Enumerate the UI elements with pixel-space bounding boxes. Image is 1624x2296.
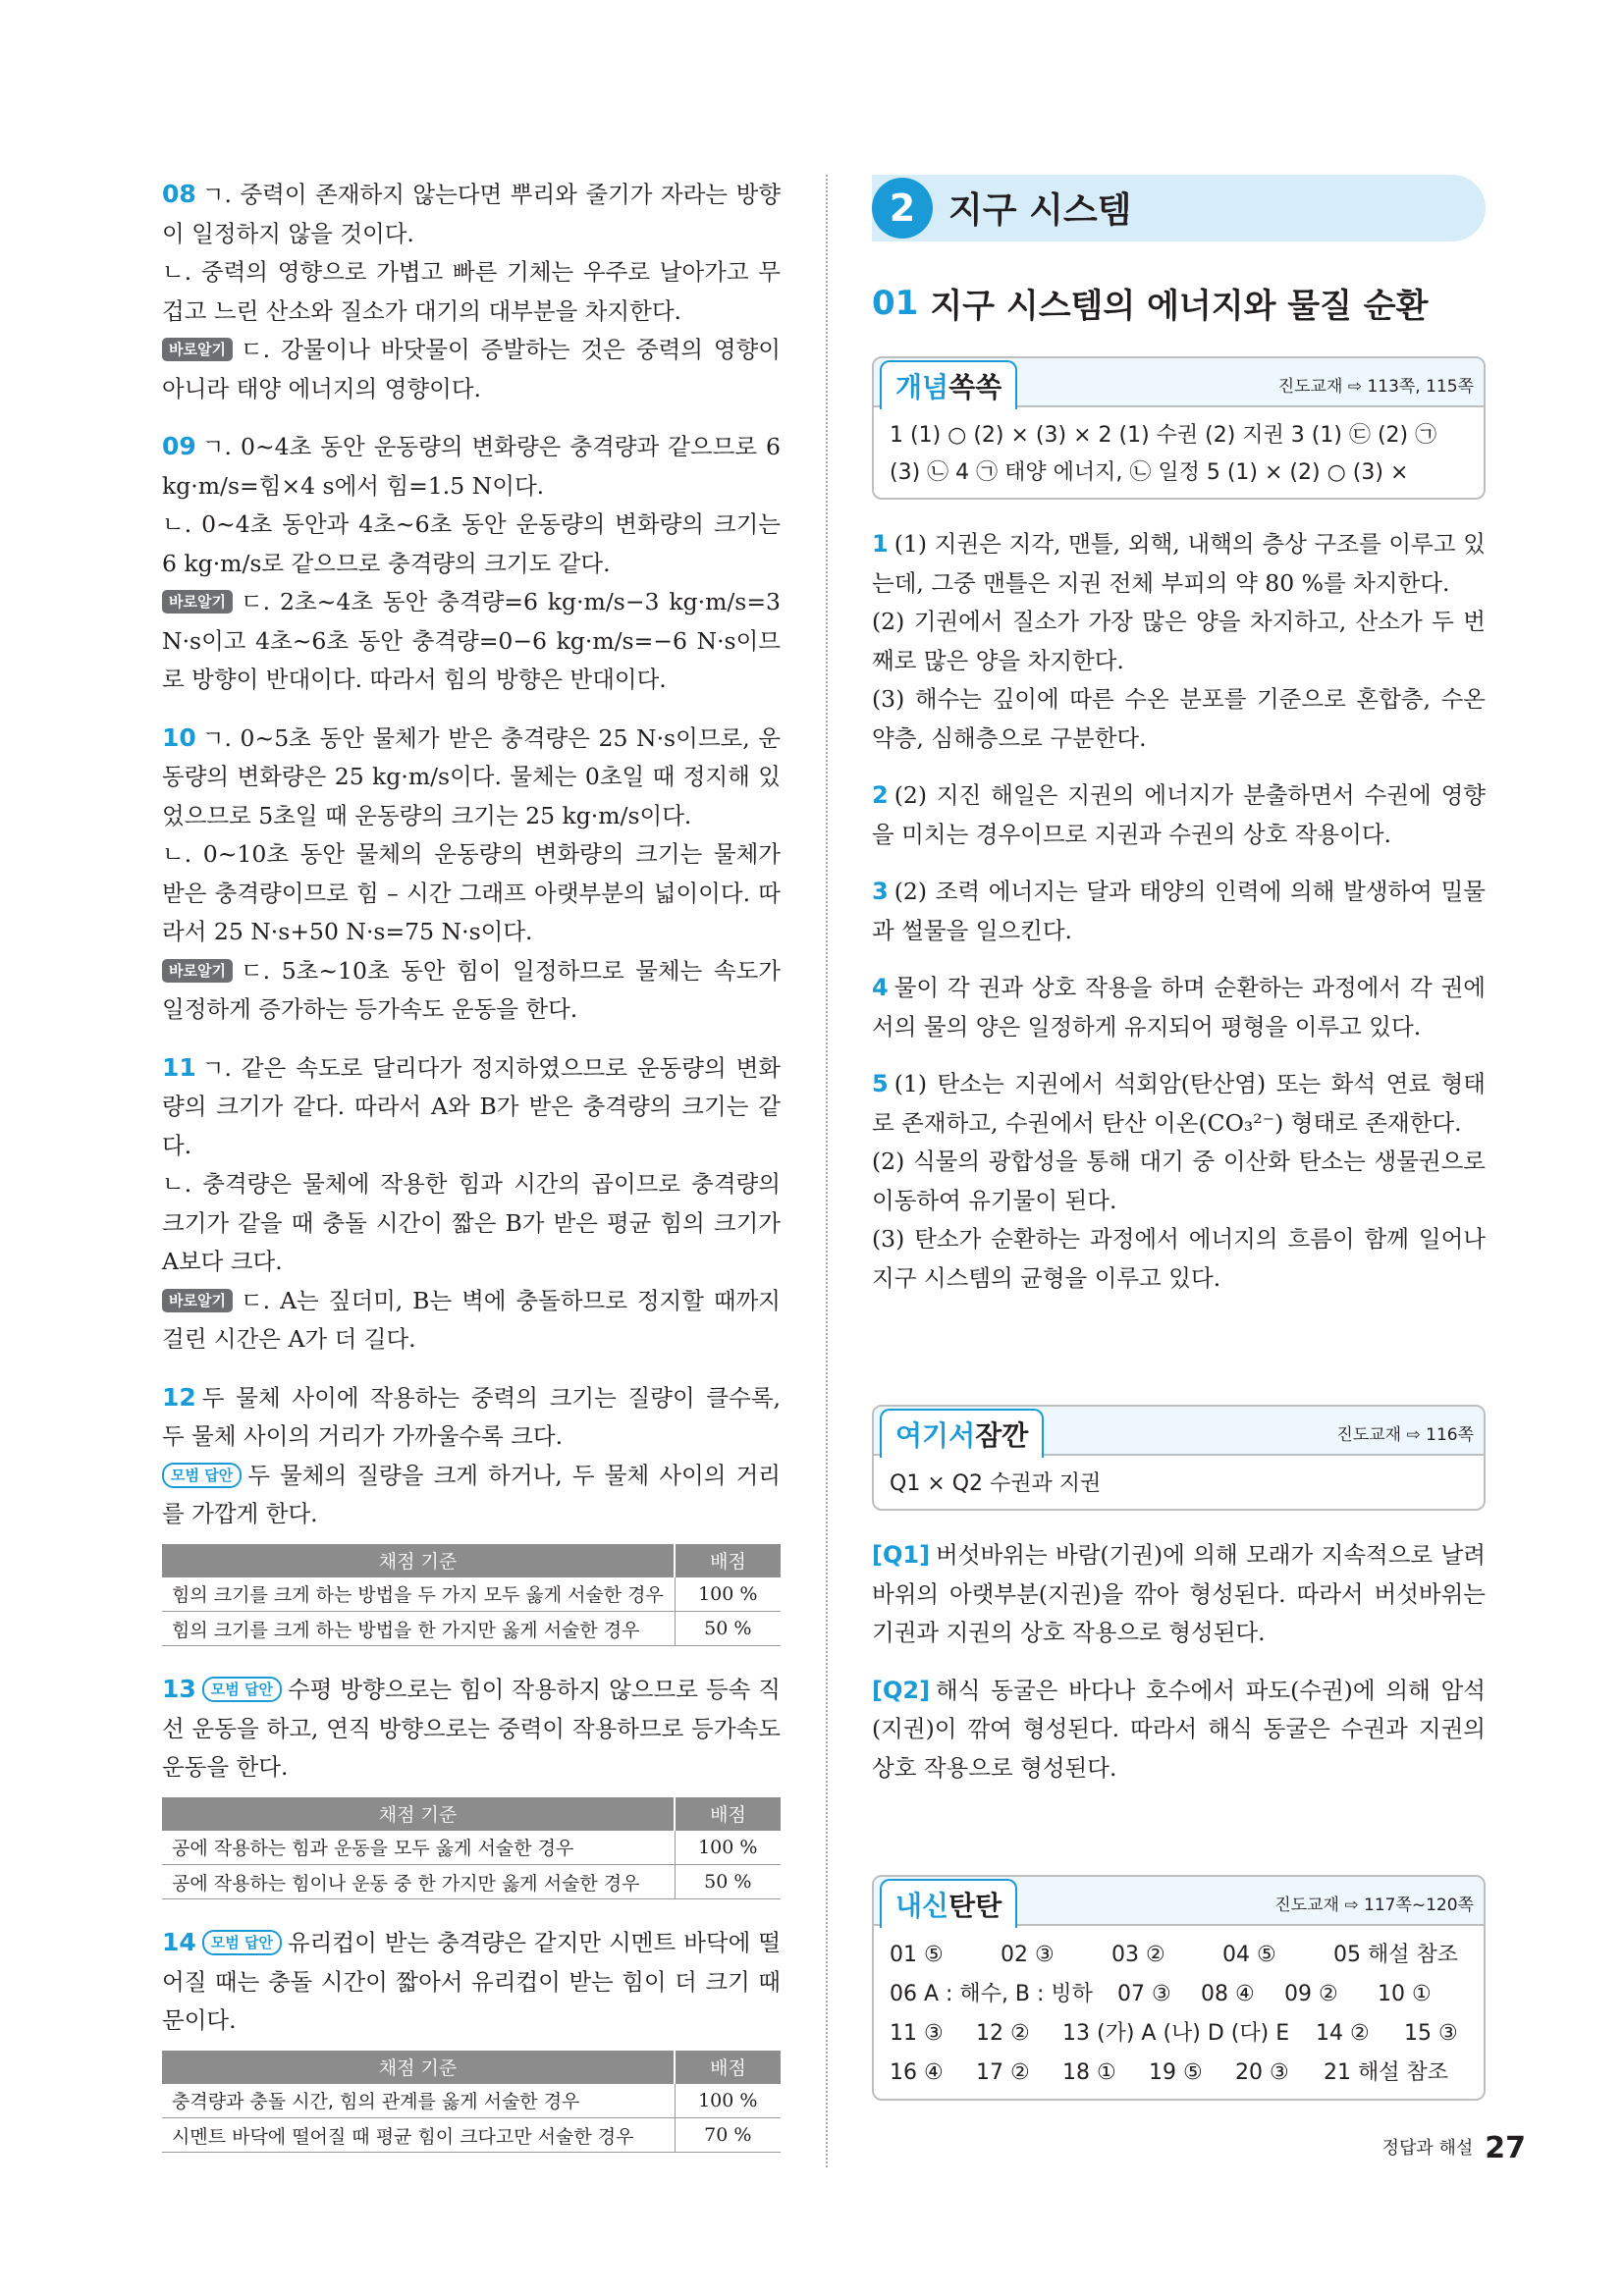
- explanation-number: 5: [872, 1070, 889, 1097]
- explanation-number: [Q2]: [872, 1676, 931, 1704]
- explanation-number: [Q1]: [872, 1541, 931, 1569]
- textbook-ref: 진도교재 ⇨ 113쪽, 115쪽: [1277, 377, 1474, 397]
- line: (3) 해수는 깊이에 따른 수온 분포를 기준으로 혼합층, 수온 약층, 심해층으로 구분한다.: [872, 685, 1486, 752]
- box-label-2: 탄탄: [948, 1890, 1002, 1922]
- question-number: 12: [162, 1382, 196, 1412]
- line: (2) 조력 에너지는 달과 태양의 인력에 의해 발생하여 밀물과 썰물을 일으킨다.: [872, 878, 1486, 944]
- explanation-q1: [872, 1536, 1486, 1653]
- answer-grid-row: [890, 1975, 1468, 2014]
- explanation-q2: [872, 1672, 1486, 1789]
- answer-14: [162, 1923, 781, 2153]
- answer-item: 02 ③: [1001, 1943, 1055, 1967]
- line: ㄴ. 중력의 영향으로 가볍고 빠른 기체는 우주로 날아가고 무겁고 느린 산소와 질소가 대기의 대부분을 차지한다.: [162, 258, 781, 325]
- table-header: 배점: [675, 2051, 781, 2084]
- answer-item: 17 ②: [976, 2060, 1030, 2085]
- answer-item: 19 ⑤: [1149, 2060, 1203, 2085]
- line: ㄱ. 중력이 존재하지 않는다면 뿌리와 줄기가 자라는 방향이 일정하지 않을 것이다.: [162, 181, 781, 247]
- answer-item: 04 ⑤: [1222, 1943, 1276, 1967]
- subsection-header: [872, 279, 1486, 327]
- answer-item: 12 ②: [976, 2021, 1030, 2046]
- answer-item: 15 ③: [1404, 2021, 1458, 2046]
- correction-tag: 바로알기: [162, 338, 233, 361]
- answer-11: [162, 1048, 781, 1360]
- answer-line: (3) ㉡ 4 ㉠ 태양 에너지, ㉡ 일정 5 (1) × (2) ○ (3) ×: [890, 460, 1409, 485]
- model-answer: 수평 방향으로는 힘이 작용하지 않으므로 등속 직선 운동을 하고, 연직 방향으로는 중력이 작용하므로 등가속도 운동을 한다.: [162, 1676, 781, 1781]
- table-row: [162, 1831, 781, 1865]
- grading-table: [162, 1797, 781, 1900]
- answer-line: 1 (1) ○ (2) × (3) × 2 (1) 수권 (2) 지권 3 (1) ㉢ (2) ㉠: [890, 423, 1437, 448]
- answer-grid-row: [890, 2014, 1468, 2054]
- left-column: [162, 175, 781, 2176]
- explanation-number: 3: [872, 878, 889, 905]
- criteria-cell: 충격량과 충돌 시간, 힘의 관계를 옳게 서술한 경우: [162, 2084, 675, 2118]
- box-label: [880, 360, 1017, 409]
- explanation-number: 2: [872, 781, 889, 809]
- question-number: 11: [162, 1052, 196, 1082]
- line: (2) 식물의 광합성을 통해 대기 중 이산화 탄소는 생물권으로 이동하여 유기물이 된다.: [872, 1148, 1486, 1214]
- box-label: [880, 1879, 1017, 1928]
- concept-check-box: [872, 356, 1486, 500]
- section-header: [872, 175, 1486, 241]
- answer-item: 03 ②: [1111, 1943, 1165, 1967]
- line: 버섯바위는 바람(기권)에 의해 모래가 지속적으로 날려 바위의 아랫부분(지권)을 깎아 형성된다. 따라서 버섯바위는 기권과 지권의 상호 작용으로 형성된다.: [872, 1541, 1486, 1646]
- correction-tag: 바로알기: [162, 1289, 233, 1312]
- table-header: 채점 기준: [162, 1797, 675, 1831]
- score-cell: 70 %: [675, 2118, 781, 2153]
- line: ㄱ. 같은 속도로 달리다가 정지하였으므로 운동량의 변화량의 크기가 같다. 따라서 A와 B가 받은 충격량의 크기는 같다.: [162, 1053, 781, 1159]
- box-header: [874, 1877, 1484, 1926]
- answer-item: 08 ④: [1201, 1982, 1255, 2006]
- line: 해식 동굴은 바다나 호수에서 파도(수권)에 의해 암석(지권)이 깎여 형성된다. 따라서 해식 동굴은 수권과 지권의 상호 작용으로 형성된다.: [872, 1676, 1486, 1782]
- model-answer-tag: 모범 답안: [162, 1463, 242, 1488]
- question-number: 14: [162, 1928, 196, 1956]
- answer-item: 14 ②: [1316, 2021, 1370, 2046]
- table-row: [162, 1612, 781, 1646]
- subsection-number: 01: [872, 283, 919, 323]
- criteria-cell: 공에 작용하는 힘과 운동을 모두 옳게 서술한 경우: [162, 1831, 675, 1865]
- answer-line: Q1 × Q2 수권과 지권: [890, 1471, 1102, 1496]
- explanation-number: 1: [872, 530, 889, 558]
- answer-item: 05 해설 참조: [1333, 1943, 1458, 1967]
- answer-item: 16 ④: [890, 2060, 944, 2085]
- model-answer-tag: 모범 답안: [202, 1930, 282, 1955]
- line: ㄴ. 0~4초 동안과 4초~6초 동안 운동량의 변화량의 크기는 6 kg·m/s로 같으므로 충격량의 크기도 같다.: [162, 510, 781, 577]
- line: 물이 각 권과 상호 작용을 하며 순환하는 과정에서 각 권에서의 물의 양은 일정하게 유지되어 평형을 이루고 있다.: [872, 974, 1486, 1041]
- right-column: [872, 175, 1486, 2126]
- subsection-title: 지구 시스템의 에너지와 물질 순환: [930, 287, 1429, 326]
- criteria-cell: 힘의 크기를 크게 하는 방법을 한 가지만 옳게 서술한 경우: [162, 1612, 675, 1646]
- model-answer: 유리컵이 받는 충격량은 같지만 시멘트 바닥에 떨어질 때는 충돌 시간이 짧아서 유리컵이 받는 힘이 더 크기 때문이다.: [162, 1929, 781, 2034]
- table-row: [162, 1577, 781, 1612]
- answer-item: 06 A : 해수, B : 빙하: [890, 1982, 1093, 2006]
- line: (3) 탄소가 순환하는 과정에서 에너지의 흐름이 함께 일어나 지구 시스템의 균형을 이루고 있다.: [872, 1225, 1486, 1292]
- correction-tag: 바로알기: [162, 590, 233, 614]
- score-cell: 100 %: [675, 2084, 781, 2118]
- criteria-cell: 시멘트 바닥에 떨어질 때 평균 힘이 크다고만 서술한 경우: [162, 2118, 675, 2153]
- answer-item: 13 (가) A (나) D (다) E: [1062, 2021, 1290, 2046]
- score-cell: 100 %: [675, 1831, 781, 1865]
- answer-grid-row: [890, 2054, 1468, 2093]
- line: ㄴ. 0~10초 동안 물체의 운동량의 변화량의 크기는 물체가 받은 충격량이므로 힘 – 시간 그래프 아랫부분의 넓이이다. 따라서 25 N·s+50 N·s=75 N·s이다.: [162, 840, 781, 945]
- line: (2) 지진 해일은 지권의 에너지가 분출하면서 수권에 영향을 미치는 경우이므로 지권과 수권의 상호 작용이다.: [872, 781, 1486, 848]
- line: (1) 지권은 지각, 맨틀, 외핵, 내핵의 층상 구조를 이루고 있는데, 그중 맨틀은 지권 전체 부피의 약 80 %를 차지한다.: [872, 530, 1486, 597]
- question-number: 13: [162, 1675, 196, 1703]
- answer-item: 07 ③: [1117, 1982, 1171, 2006]
- answer-12: [162, 1378, 781, 1647]
- answer-item: 09 ②: [1284, 1982, 1338, 2006]
- answer-item: 21 해설 참조: [1324, 2060, 1448, 2085]
- box-body: [874, 1926, 1484, 2099]
- answer-grid-row: [890, 1936, 1468, 1975]
- box-label-1: 개념: [895, 371, 949, 403]
- answer-item: 18 ①: [1062, 2060, 1116, 2085]
- box-label-2: 쏙쏙: [948, 371, 1002, 403]
- question-number: 10: [162, 722, 196, 752]
- table-row: [162, 2084, 781, 2118]
- score-cell: 100 %: [675, 1577, 781, 1612]
- page-footer: [1382, 2131, 1526, 2165]
- box-label-1: 여기서: [895, 1419, 976, 1452]
- column-divider: [826, 175, 828, 2167]
- question-number: 08: [162, 180, 196, 208]
- answer-item: 11 ③: [890, 2021, 944, 2046]
- table-header: 채점 기준: [162, 1544, 675, 1577]
- box-body: [874, 407, 1484, 498]
- line: ㄱ. 0~4초 동안 운동량의 변화량은 충격량과 같으므로 6 kg·m/s=힘×4 s에서 힘=1.5 N이다.: [162, 433, 781, 500]
- line: (2) 기권에서 질소가 가장 많은 양을 차지하고, 산소가 두 번째로 많은 양을 차지한다.: [872, 608, 1486, 674]
- score-cell: 50 %: [675, 1612, 781, 1646]
- question-number: 09: [162, 432, 196, 460]
- grading-table: [162, 2051, 781, 2154]
- line: 두 물체 사이에 작용하는 중력의 크기는 질량이 클수록, 두 물체 사이의 거리가 가까울수록 크다.: [162, 1383, 781, 1450]
- answer-13: [162, 1670, 781, 1899]
- correction: ㄷ. 강물이나 바닷물이 증발하는 것은 중력의 영향이 아니라 태양 에너지의 영향이다.: [162, 336, 781, 402]
- line: ㄱ. 0~5초 동안 물체가 받은 충격량은 25 N·s이므로, 운동량의 변화량은 25 kg·m/s이다. 물체는 0초일 때 정지해 있었으므로 5초일 때 운동량의 크기는 25 kg·m/s이다.: [162, 723, 781, 829]
- textbook-ref: 진도교재 ⇨ 116쪽: [1336, 1425, 1474, 1445]
- answer-item: 10 ①: [1378, 1982, 1432, 2006]
- table-header: 채점 기준: [162, 2051, 675, 2084]
- box-label-1: 내신: [895, 1890, 949, 1922]
- score-cell: 50 %: [675, 1865, 781, 1899]
- box-body: [874, 1456, 1484, 1509]
- table-header: 배점: [675, 1797, 781, 1831]
- box-header: [874, 1407, 1484, 1456]
- explanation-5: [872, 1065, 1486, 1298]
- answer-item: 20 ③: [1235, 2060, 1289, 2085]
- page-number: 27: [1485, 2131, 1526, 2165]
- answer-09: [162, 427, 781, 700]
- answer-08: [162, 175, 781, 408]
- model-answer: 두 물체의 질량을 크게 하거나, 두 물체 사이의 거리를 가깝게 한다.: [162, 1461, 781, 1527]
- here-moment-box: [872, 1405, 1486, 1511]
- table-row: [162, 1865, 781, 1899]
- answer-item: 01 ⑤: [890, 1943, 944, 1967]
- section-title: 지구 시스템: [948, 190, 1132, 231]
- box-header: [874, 358, 1484, 407]
- line: ㄴ. 충격량은 물체에 작용한 힘과 시간의 곱이므로 충격량의 크기가 같을 때 충돌 시간이 짧은 B가 받은 평균 힘의 크기가 A보다 크다.: [162, 1170, 781, 1275]
- table-header: 배점: [675, 1544, 781, 1577]
- correction: ㄷ. 2초~4초 동안 충격량=6 kg·m/s−3 kg·m/s=3 N·s이고 4초~6초 동안 충격량=0−6 kg·m/s=−6 N·s이므로 방향이 반대이다. 따라서 힘의 방향은 반대이다.: [162, 588, 781, 693]
- model-answer-tag: 모범 답안: [202, 1677, 282, 1702]
- explanation-2: [872, 776, 1486, 854]
- box-label-2: 잠깐: [975, 1419, 1029, 1452]
- line: (1) 탄소는 지권에서 석회암(탄산염) 또는 화석 연료 형태로 존재하고, 수권에서 탄산 이온(CO₃²⁻) 형태로 존재한다.: [872, 1070, 1486, 1137]
- answer-10: [162, 719, 781, 1030]
- section-number: 2: [872, 178, 933, 239]
- explanation-3: [872, 873, 1486, 950]
- explanation-1: [872, 525, 1486, 758]
- correction-tag: 바로알기: [162, 959, 233, 983]
- criteria-cell: 힘의 크기를 크게 하는 방법을 두 가지 모두 옳게 서술한 경우: [162, 1577, 675, 1612]
- table-row: [162, 2118, 781, 2153]
- explanation-4: [872, 969, 1486, 1046]
- grading-table: [162, 1544, 781, 1647]
- criteria-cell: 공에 작용하는 힘이나 운동 중 한 가지만 옳게 서술한 경우: [162, 1865, 675, 1899]
- box-label: [880, 1409, 1044, 1458]
- explanation-number: 4: [872, 974, 889, 1001]
- exam-check-box: [872, 1875, 1486, 2101]
- footer-label: 정답과 해설: [1381, 2138, 1474, 2159]
- explanation-list: [872, 525, 1486, 1298]
- correction: ㄷ. A는 짚더미, B는 벽에 충돌하므로 정지할 때까지 걸린 시간은 A가 더 길다.: [162, 1286, 781, 1353]
- correction: ㄷ. 5초~10초 동안 힘이 일정하므로 물체는 속도가 일정하게 증가하는 등가속도 운동을 한다.: [162, 956, 781, 1023]
- textbook-ref: 진도교재 ⇨ 117쪽~120쪽: [1274, 1896, 1474, 1915]
